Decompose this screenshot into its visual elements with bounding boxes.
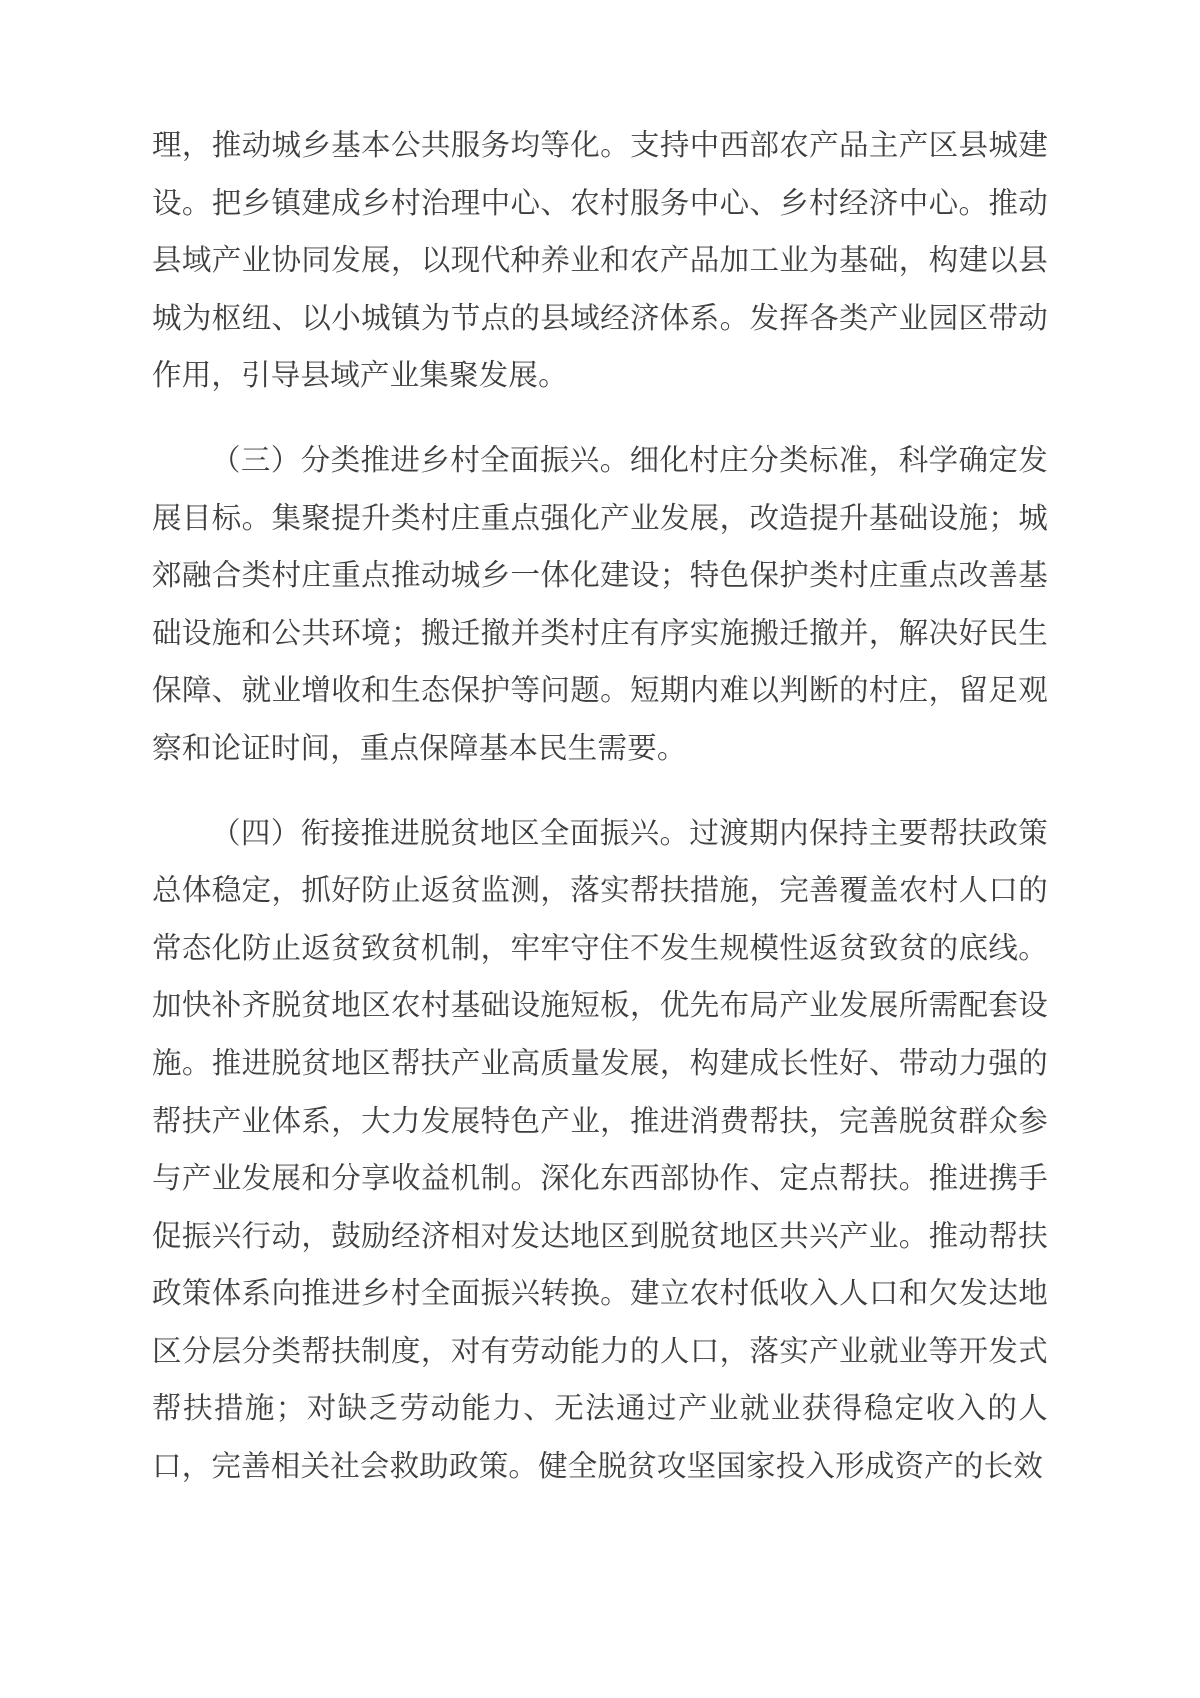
paragraph-item-4: （四）衔接推进脱贫地区全面振兴。过渡期内保持主要帮扶政策总体稳定，抓好防止返贫监测，落实帮扶措施，完善覆盖农村人口的常态化防止返贫致贫机制，牢牢守住不发生规模性返贫致贫的底线。加快补齐脱贫地区农村基础设施短板，优先布局产业发展所需配套设施。推进脱贫地区帮扶产业高质量发展，构建成长性好、带动力强的帮扶产业体系，大力发展特色产业，推进消费帮扶，完善脱贫群众参与产业发展和分享收益机制。深化东西部协作、定点帮扶。推进携手促振兴行动，鼓励经济相对发达地区到脱贫地区共兴产业。推动帮扶政策体系向推进乡村全面振兴转换。建立农村低收入人口和欠发达地区分层分类帮扶制度，对有劳动能力的人口，落实产业就业等开发式帮扶措施；对缺乏劳动能力、无法通过产业就业获得稳定收入的人口，完善相关社会救助政策。健全脱贫攻坚国家投入形成资产的长效 bbox=[152, 816, 1048, 1484]
paragraph-continuation: 理，推动城乡基本公共服务均等化。支持中西部农产品主产区县城建设。把乡镇建成乡村治理中心、农村服务中心、乡村经济中心。推动县域产业协同发展，以现代种养业和农产品加工业为基础，构建以县城为枢纽、以小城镇为节点的县域经济体系。发挥各类产业园区带动作用，引导县域产业集聚发展。 bbox=[152, 129, 1048, 393]
paragraph-item-3: （三）分类推进乡村全面振兴。细化村庄分类标准，科学确定发展目标。集聚提升类村庄重点强化产业发展，改造提升基础设施；城郊融合类村庄重点推动城乡一体化建设；特色保护类村庄重点改善基础设施和公共环境；搬迁撤并类村庄有序实施搬迁撤并，解决好民生保障、就业增收和生态保护等问题。短期内难以判断的村庄，留足观察和论证时间，重点保障基本民生需要。 bbox=[152, 443, 1048, 765]
